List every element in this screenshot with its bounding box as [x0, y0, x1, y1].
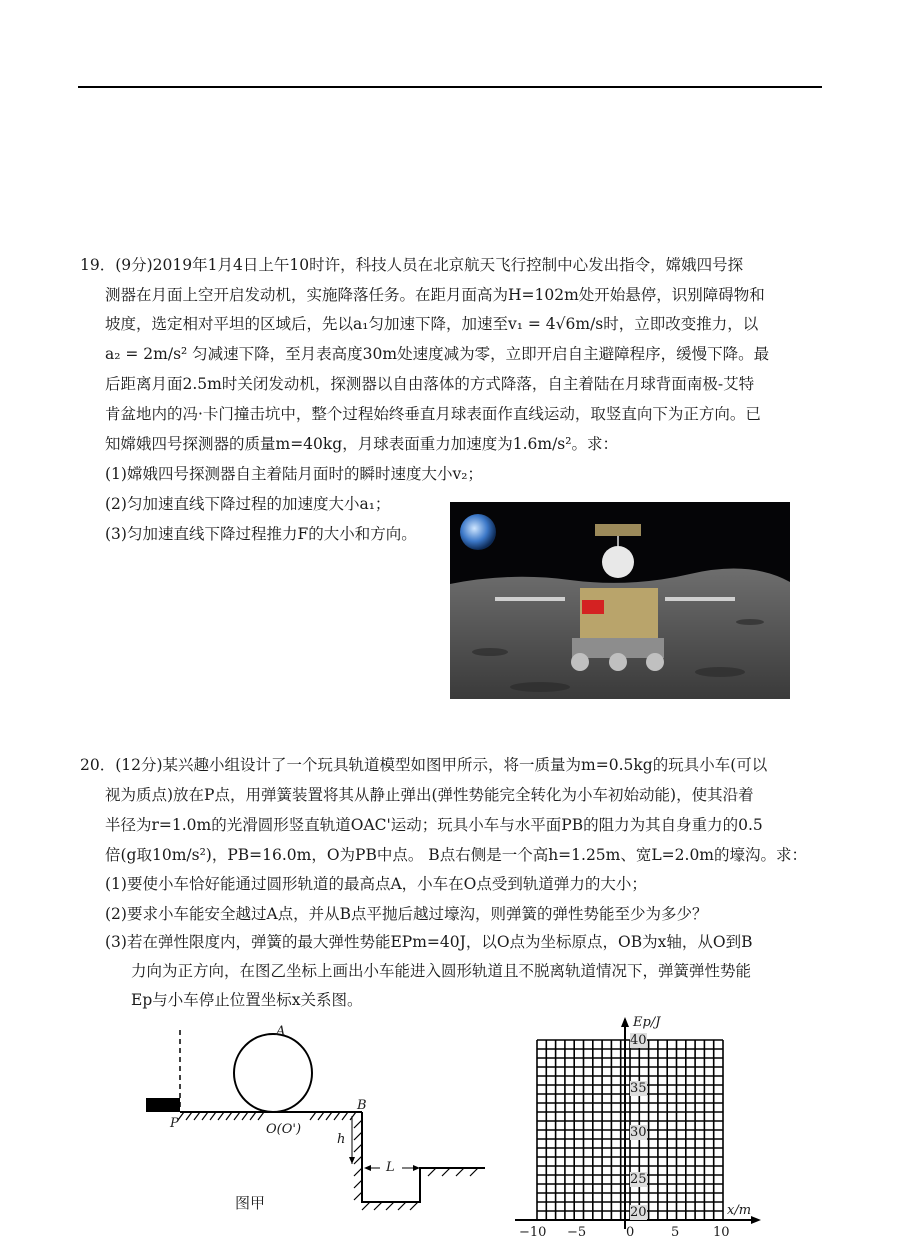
q20-sub-2: (2)要求小车能安全越过A点，并从B点平抛后越过壕沟，则弹簧的弹性势能至少为多少？	[105, 905, 708, 923]
q19-line: a₂ = 2m/s² 匀减速下降，至月表高度30m处速度减为零，立即开启自主避障程序，缓慢下降。最	[105, 345, 770, 363]
x-tick: −5	[567, 1225, 587, 1240]
q20-sub-3-cont: Ep与小车停止位置坐标x关系图。	[131, 991, 363, 1009]
q19-line: 坡度，选定相对平坦的区域后，先以a₁匀加速下降，加速至v₁ = 4√6m/s时，立即改变推力，以	[105, 315, 759, 333]
x-tick: 0	[626, 1225, 635, 1240]
q19-sub-1: (1)嫦娥四号探测器自主着陆月面时的瞬时速度大小v₂；	[105, 465, 483, 483]
q20-line: 视为质点)放在P点，用弹簧装置将其从静止弹出(弹性势能完全转化为小车初始动能)，使其沿着	[105, 786, 754, 804]
x-tick: 5	[671, 1225, 680, 1240]
q20-sub-3-cont: 力向为正方向，在图乙坐标上画出小车能进入圆形轨道且不脱离轨道情况下，弹簧弹性势能	[131, 962, 752, 980]
q19-line: 肯盆地内的冯·卡门撞击坑中，整个过程始终垂直月球表面作直线运动，取竖直向下为正方向。已	[105, 405, 761, 423]
x-axis-arrow	[751, 1216, 761, 1224]
label-a: A	[276, 1024, 286, 1039]
y-tick: 40	[630, 1033, 647, 1048]
figure-a-track-diagram	[140, 1020, 500, 1220]
header-rule	[78, 86, 822, 88]
y-axis-label: Ep/J	[633, 1015, 661, 1030]
q19-sub-3: (3)匀加速直线下降过程推力F的大小和方向。	[105, 525, 417, 543]
y-axis-arrow	[621, 1017, 629, 1027]
q20-line: 半径为r=1.0m的光滑圆形竖直轨道OAC'运动；玩具小车与水平面PB的阻力为其自身重力的0.5	[105, 816, 763, 834]
y-tick: 25	[630, 1172, 647, 1187]
y-tick: 35	[630, 1081, 647, 1096]
lunar-rover-photo	[450, 502, 790, 699]
x-tick: −10	[519, 1225, 547, 1240]
label-h: h	[337, 1132, 346, 1147]
q19-line: 知嫦娥四号探测器的质量m=40kg，月球表面重力加速度为1.6m/s²。求：	[105, 435, 618, 453]
x-axis-label: x/m	[727, 1203, 752, 1218]
label-b: B	[357, 1098, 367, 1113]
q19-line: 19．(9分)2019年1月4日上午10时许，科技人员在北京航天飞行控制中心发出指令，嫦娥四号探	[80, 256, 744, 274]
y-tick: 20	[630, 1205, 647, 1220]
label-l: L	[386, 1160, 395, 1175]
q20-sub-1: (1)要使小车恰好能通过圆形轨道的最高点A，小车在O点受到轨道弹力的大小；	[105, 875, 647, 893]
figure-a-caption: 图甲	[235, 1194, 266, 1212]
y-tick: 30	[630, 1125, 647, 1140]
q20-line: 20．(12分)某兴趣小组设计了一个玩具轨道模型如图甲所示，将一质量为m=0.5kg的玩具小车(可以	[80, 756, 768, 774]
q19-line: 后距离月面2.5m时关闭发动机，探测器以自由落体的方式降落，自主着陆在月球背面南极-艾特	[105, 375, 755, 393]
figure-b-coordinate-grid	[515, 1015, 765, 1243]
label-o: O(O')	[266, 1122, 302, 1137]
q20-line: 倍(g取10m/s²)，PB=16.0m，O为PB中点。 B点右侧是一个高h=1.25m、宽L=2.0m的壕沟。求：	[105, 846, 807, 864]
x-tick: 10	[713, 1225, 730, 1240]
label-p: P	[170, 1116, 179, 1131]
q20-sub-3: (3)若在弹性限度内，弹簧的最大弹性势能EPm=40J，以O点为坐标原点，OB为x轴，从O到B	[105, 933, 753, 951]
q19-line: 测器在月面上空开启发动机，实施降落任务。在距月面高为H=102m处开始悬停，识别障碍物和	[105, 286, 765, 304]
q19-sub-2: (2)匀加速直线下降过程的加速度大小a₁；	[105, 495, 391, 513]
